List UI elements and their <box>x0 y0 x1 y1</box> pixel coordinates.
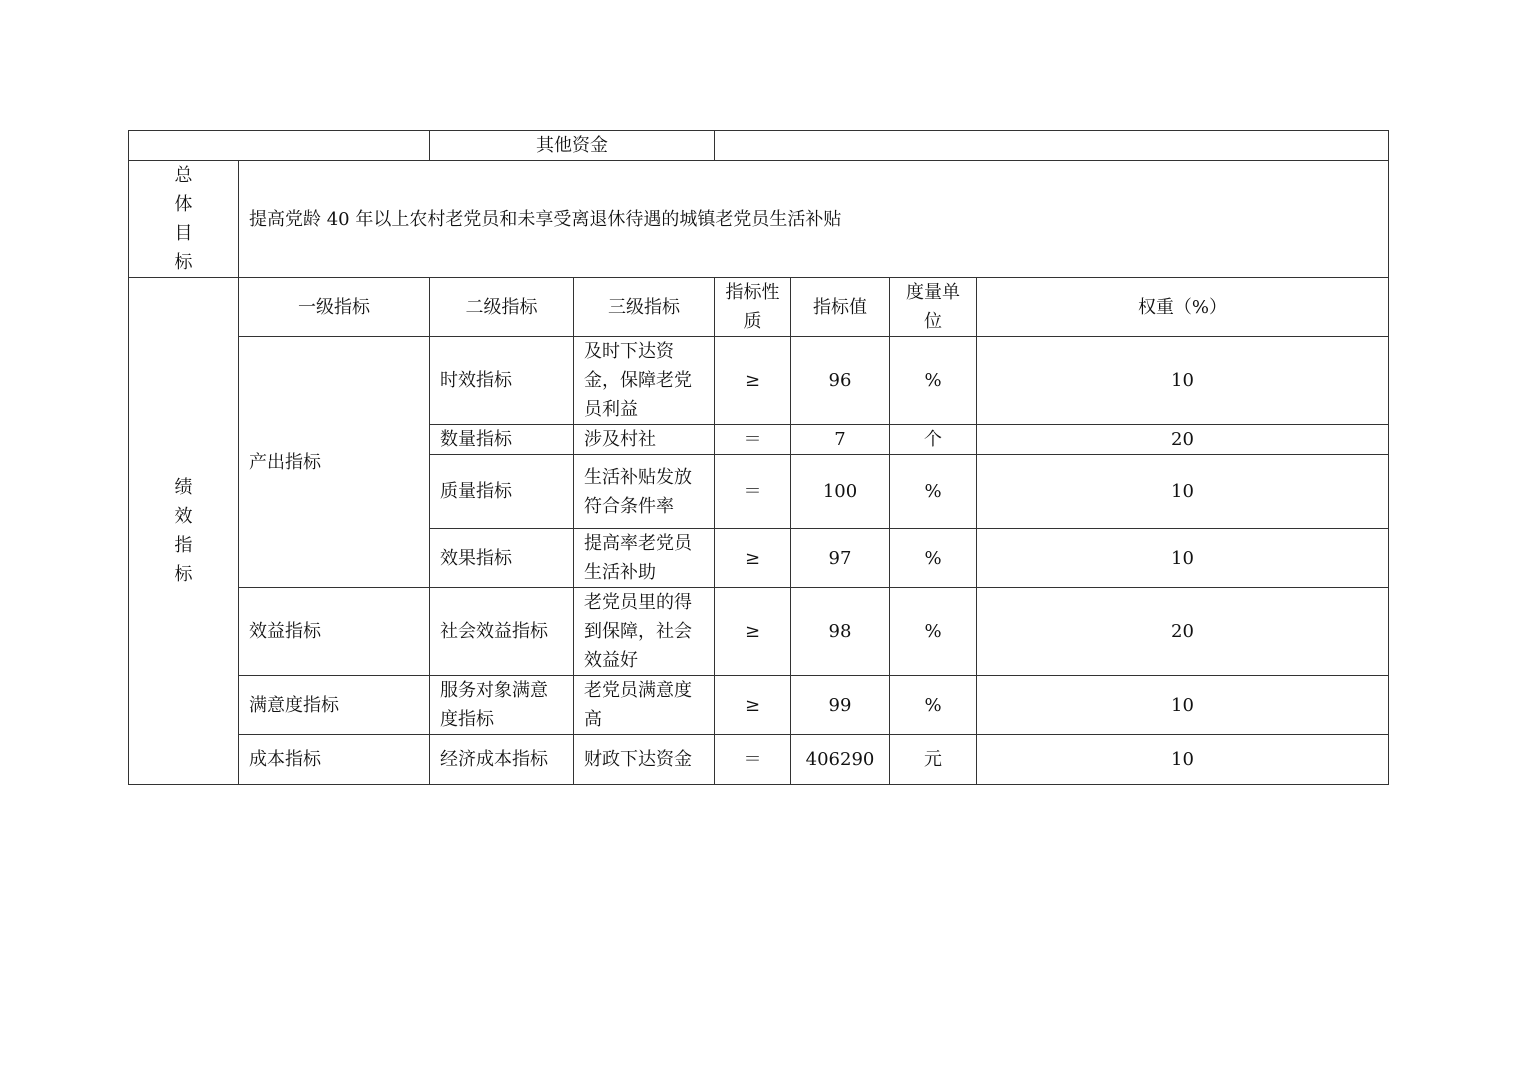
label-char: 总 <box>174 165 193 186</box>
label-char: 标 <box>174 564 193 585</box>
header-unit: 度量单位 <box>890 278 977 337</box>
level3-cell: 老党员满意度高 <box>574 676 715 735</box>
label-char: 指 <box>174 535 193 556</box>
unit-cell: % <box>890 588 977 676</box>
value-cell: 7 <box>791 425 890 455</box>
nature-cell: ≥ <box>715 337 791 425</box>
weight-cell: 10 <box>977 455 1389 529</box>
weight-cell: 20 <box>977 425 1389 455</box>
overall-goal-row <box>129 161 1389 278</box>
level3-cell: 涉及村社 <box>574 425 715 455</box>
level2-cell: 时效指标 <box>430 337 574 425</box>
header-level1: 一级指标 <box>239 278 430 337</box>
header-value: 指标值 <box>791 278 890 337</box>
indicator-header-row <box>129 278 1389 337</box>
nature-cell: ≥ <box>715 588 791 676</box>
level1-cell: 产出指标 <box>239 337 430 588</box>
unit-cell: 元 <box>890 735 977 785</box>
level2-cell: 质量指标 <box>430 455 574 529</box>
unit-cell: % <box>890 455 977 529</box>
weight-cell: 10 <box>977 529 1389 588</box>
level2-cell: 服务对象满意度指标 <box>430 676 574 735</box>
table-row <box>129 676 1389 735</box>
value-cell: 99 <box>791 676 890 735</box>
nature-cell: ≥ <box>715 676 791 735</box>
value-cell: 100 <box>791 455 890 529</box>
level2-cell: 经济成本指标 <box>430 735 574 785</box>
label-char: 目 <box>174 223 193 244</box>
level3-cell: 提高率老党员生活补助 <box>574 529 715 588</box>
header-weight: 权重（%） <box>977 278 1389 337</box>
value-cell: 406290 <box>791 735 890 785</box>
weight-cell: 10 <box>977 337 1389 425</box>
unit-cell: 个 <box>890 425 977 455</box>
level1-cell: 成本指标 <box>239 735 430 785</box>
performance-indicator-label <box>129 278 239 785</box>
level2-cell: 数量指标 <box>430 425 574 455</box>
header-level2: 二级指标 <box>430 278 574 337</box>
level3-cell: 生活补贴发放符合条件率 <box>574 455 715 529</box>
value-cell: 97 <box>791 529 890 588</box>
value-cell: 98 <box>791 588 890 676</box>
level1-cell: 满意度指标 <box>239 676 430 735</box>
value-cell: 96 <box>791 337 890 425</box>
table-row <box>129 588 1389 676</box>
overall-goal-label <box>129 161 239 278</box>
nature-cell: ＝ <box>715 425 791 455</box>
level3-cell: 及时下达资金，保障老党员利益 <box>574 337 715 425</box>
nature-cell: ≥ <box>715 529 791 588</box>
unit-cell: % <box>890 337 977 425</box>
table-row <box>129 735 1389 785</box>
header-level3: 三级指标 <box>574 278 715 337</box>
level2-cell: 社会效益指标 <box>430 588 574 676</box>
performance-goal-table <box>128 130 1389 785</box>
level3-cell: 财政下达资金 <box>574 735 715 785</box>
other-funds-blank-cell <box>129 131 430 161</box>
overall-goal-text: 提高党龄 40 年以上农村老党员和未享受离退休待遇的城镇老党员生活补贴 <box>239 161 1389 278</box>
label-char: 体 <box>174 194 193 215</box>
unit-cell: % <box>890 676 977 735</box>
other-funds-label: 其他资金 <box>430 131 715 161</box>
label-char: 绩 <box>174 477 193 498</box>
nature-cell: ＝ <box>715 455 791 529</box>
level3-cell: 老党员里的得到保障，社会效益好 <box>574 588 715 676</box>
label-char: 效 <box>174 506 193 527</box>
weight-cell: 10 <box>977 676 1389 735</box>
nature-cell: ＝ <box>715 735 791 785</box>
weight-cell: 20 <box>977 588 1389 676</box>
other-funds-row <box>129 131 1389 161</box>
level2-cell: 效果指标 <box>430 529 574 588</box>
unit-cell: % <box>890 529 977 588</box>
weight-cell: 10 <box>977 735 1389 785</box>
other-funds-value <box>715 131 1389 161</box>
table-row <box>129 337 1389 425</box>
header-nature: 指标性质 <box>715 278 791 337</box>
level1-cell: 效益指标 <box>239 588 430 676</box>
label-char: 标 <box>174 252 193 273</box>
